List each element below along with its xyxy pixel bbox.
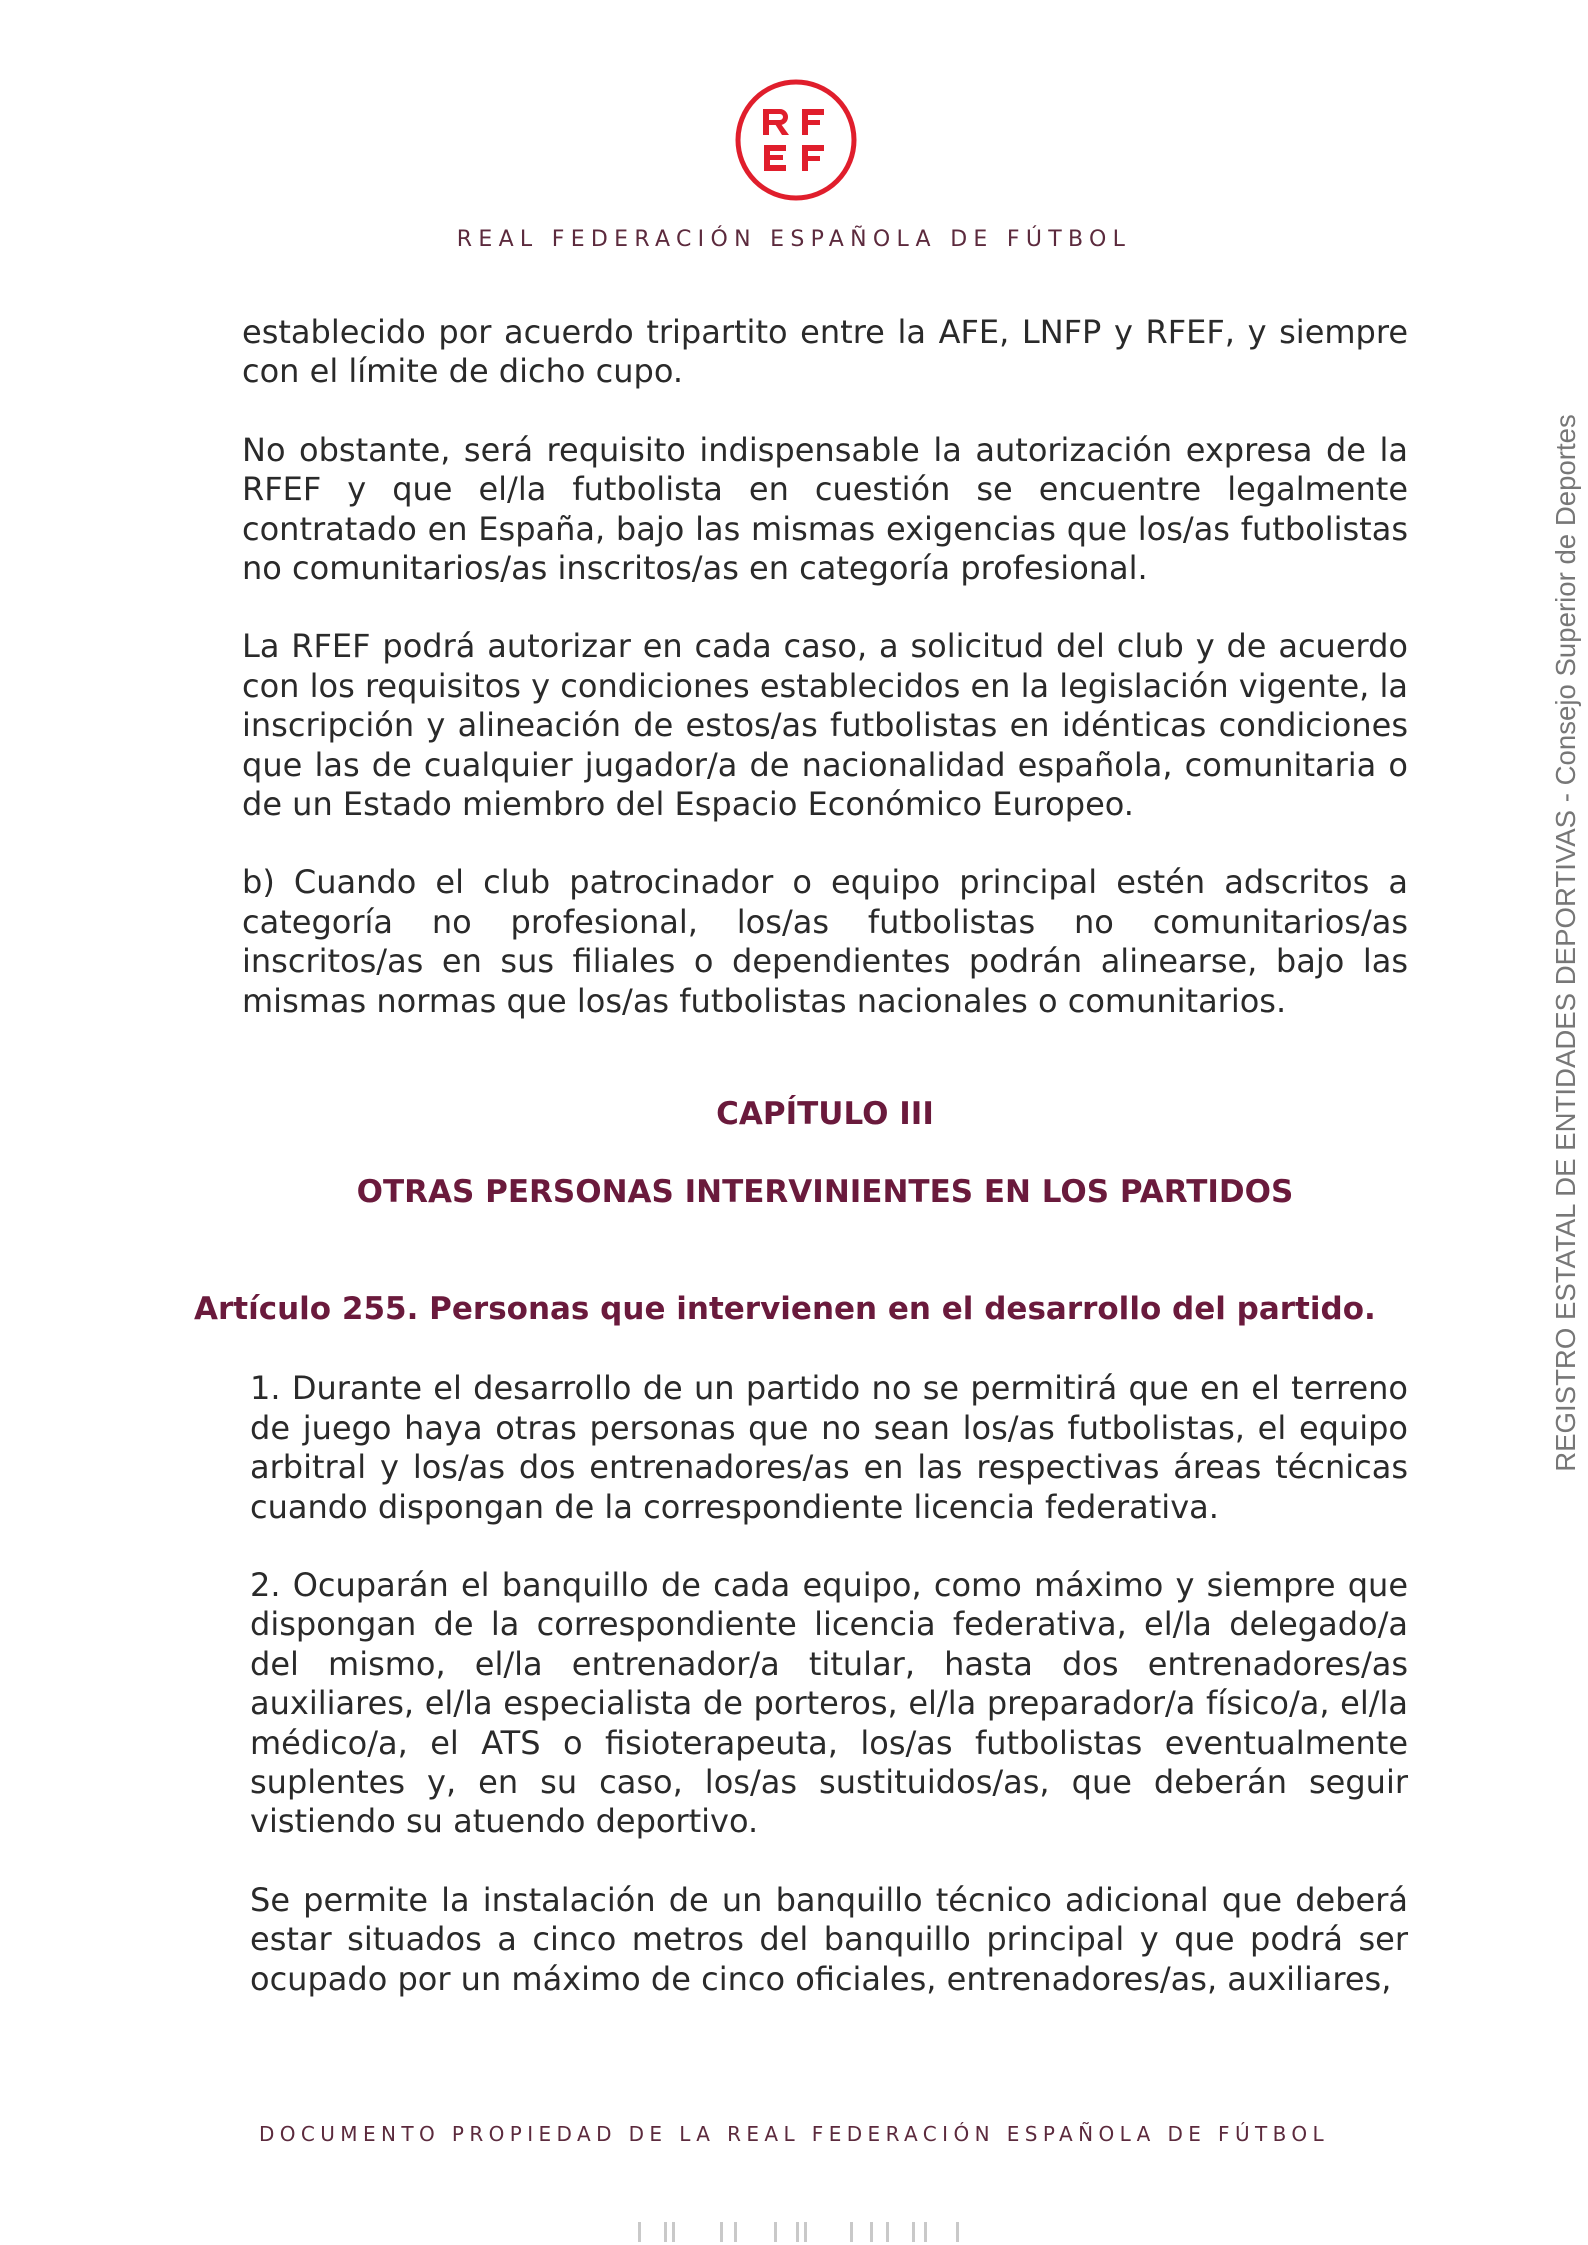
paragraph-requisito: No obstante, será requisito indispensable la autorización expresa de la RFEF y que el/la futbolista en cuestión se encuentre legalmente contratado en España, bajo las mismas exigencias que los/as futbolistas no comunitarios/as inscritos/as en categoría profesional. bbox=[242, 430, 1408, 588]
article-paragraph-1: 1. Durante el desarrollo de un partido no se permitirá que en el terreno de juego haya otras personas que no sean los/as futbolistas, el equipo arbitral y los/as dos entrenadores/as en las respectivas áreas técnicas cuando dispongan de la correspondiente licencia federativa. bbox=[250, 1369, 1408, 1526]
article-paragraph-3: Se permite la instalación de un banquillo técnico adicional que deberá estar situados a cinco metros del banquillo principal y que podrá ser ocupado por un máximo de cinco oficiales, entrenadores/as, auxiliares, bbox=[250, 1880, 1408, 1998]
registry-text: REGISTRO ESTATAL DE ENTIDADES DEPORTIVAS - Consejo Superior de Deportes bbox=[1550, 414, 1581, 1472]
paragraph-cupo: establecido por acuerdo tripartito entre la AFE, LNFP y RFEF, y siempre con el límite de dicho cupo. bbox=[242, 313, 1408, 391]
document-body bbox=[194, 313, 1408, 2038]
registry-watermark bbox=[1546, 378, 1586, 1508]
article-paragraph-2: 2. Ocuparán el banquillo de cada equipo, como máximo y siempre que dispongan de la correspondiente licencia federativa, el/la delegado/a del mismo, el/la entrenador/a titular, hasta dos entrenadores/as auxiliares, el/la especialista de porteros, el/la preparador/a físico/a, el/la médico/a, el ATS o fisioterapeuta, los/as futbolistas eventualmente suplentes y, en su caso, los/as sustituidos/as, que deberán seguir vistiendo su atuendo deportivo. bbox=[250, 1565, 1408, 1841]
paragraph-autorizacion: La RFEF podrá autorizar en cada caso, a solicitud del club y de acuerdo con los requisitos y condiciones establecidos en la legislación vigente, la inscripción y alineación de estos/as futbolistas en idénticas condiciones que las de cualquier jugador/a de nacionalidad española, comunitaria o de un Estado miembro del Espacio Económico Europeo. bbox=[242, 627, 1408, 824]
footer-ownership: DOCUMENTO PROPIEDAD DE LA REAL FEDERACIÓN ESPAÑOLA DE FÚTBOL bbox=[258, 2122, 1330, 2146]
chapter-title: OTRAS PERSONAS INTERVINIENTES EN LOS PARTIDOS bbox=[356, 1173, 1294, 1210]
rfef-logo bbox=[734, 78, 858, 202]
barcode-stamp bbox=[624, 2218, 980, 2245]
paragraph-b: b) Cuando el club patrocinador o equipo principal estén adscritos a categoría no profesional, los/as futbolistas no comunitarios/as inscritos/as en sus filiales o dependientes podrán alinearse, bajo las mismas normas que los/as futbolistas nacionales o comunitarios. bbox=[242, 863, 1408, 1020]
rfef-emblem-icon bbox=[734, 78, 858, 202]
organization-name: REAL FEDERACIÓN ESPAÑOLA DE FÚTBOL bbox=[456, 227, 1132, 252]
article-title: Artículo 255. Personas que intervienen en el desarrollo del partido. bbox=[194, 1290, 1376, 1327]
chapter-number: CAPÍTULO III bbox=[716, 1096, 934, 1133]
